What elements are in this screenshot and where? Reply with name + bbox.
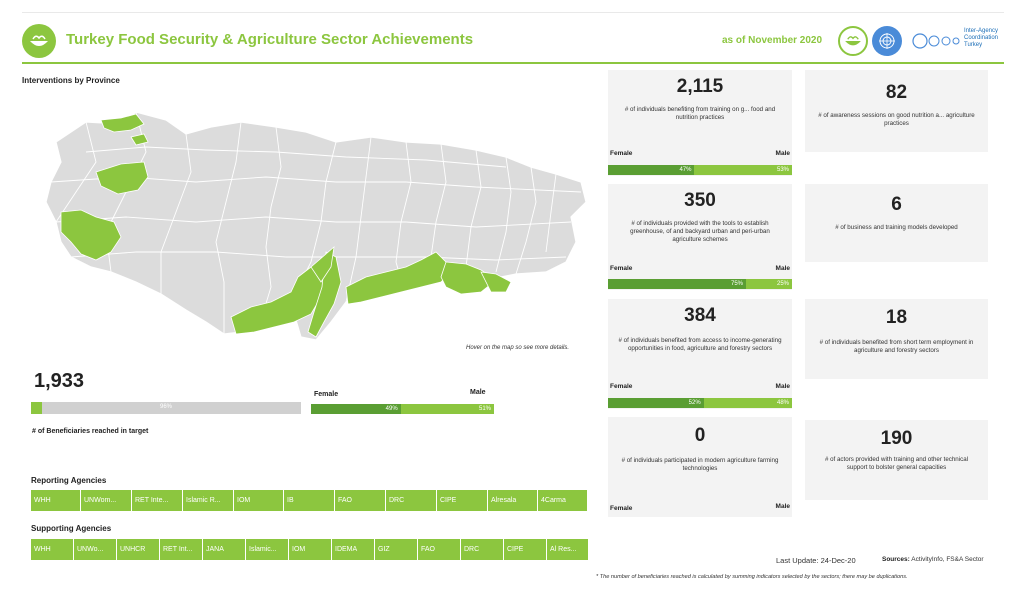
reporting-agency-chip[interactable]: FAO	[335, 490, 385, 511]
kpi-card-short-term-employment	[805, 299, 988, 379]
footnote: * The number of beneficiaries reached is calculated by summing indicators selected by the sectors; there may be duplications.	[596, 574, 908, 580]
supporting-agency-chip[interactable]: GIZ	[375, 539, 417, 560]
total-male-bar: 51%	[401, 404, 494, 414]
male-bar: 48%	[704, 398, 792, 408]
reporting-agency-chip[interactable]: CIPE	[437, 490, 487, 511]
kpi-card-awareness-sessions	[805, 70, 988, 152]
reporting-agency-chip[interactable]: WHH	[31, 490, 80, 511]
kpi-card-actors-trained	[805, 420, 988, 500]
sources	[882, 556, 984, 563]
male-label: Male	[775, 383, 790, 390]
reporting-agency-chip[interactable]: 4Carma	[538, 490, 587, 511]
fsa-sector-logo-icon	[838, 26, 868, 56]
kpi-card-tools-greenhouse	[608, 184, 792, 290]
supporting-agencies-label: Supporting Agencies	[31, 524, 112, 533]
male-label: Male	[775, 150, 790, 157]
turkey-province-map[interactable]	[26, 82, 616, 350]
reporting-agency-chip[interactable]: IB	[284, 490, 334, 511]
kpi-card-business-models	[805, 184, 988, 262]
supporting-agency-chip[interactable]: FAO	[418, 539, 460, 560]
male-bar: 53%	[694, 165, 792, 175]
kpi-description: # of actors provided with training and other technical support to bolster general capacities	[824, 456, 969, 471]
reporting-agency-chip[interactable]: RET Inte...	[132, 490, 182, 511]
kpi-description: # of individuals benefiting from training on g... food and nutrition practices	[624, 106, 776, 121]
last-update: Last Update: 24-Dec-20	[776, 556, 856, 565]
supporting-agency-chip[interactable]: UNWo...	[74, 539, 116, 560]
female-bar: 52%	[608, 398, 704, 408]
supporting-agencies-row	[31, 539, 589, 560]
kpi-card-training-nutrition	[608, 70, 792, 176]
supporting-agency-chip[interactable]: WHH	[31, 539, 73, 560]
beneficiaries-caption: # of Beneficiaries reached in target	[32, 428, 149, 435]
reporting-agencies-label: Reporting Agencies	[31, 476, 107, 485]
female-label: Female	[610, 265, 633, 272]
iasc-logo-text: Inter-Agency Coordination Turkey	[964, 28, 999, 48]
kpi-card-modern-farming	[608, 417, 792, 517]
kpi-card-income-generating	[608, 299, 792, 409]
supporting-agency-chip[interactable]: CIPE	[504, 539, 546, 560]
gender-split-bar	[608, 398, 792, 408]
reporting-agency-chip[interactable]: Islamic R...	[183, 490, 233, 511]
supporting-agency-chip[interactable]: JANA	[203, 539, 245, 560]
kpi-value: 384	[684, 305, 716, 326]
food-bowl-logo-icon	[22, 24, 56, 58]
sources-label: Sources:	[882, 556, 910, 563]
male-bar: 25%	[746, 279, 792, 289]
total-gender-split-bar	[311, 404, 494, 414]
supporting-agency-chip[interactable]: IDEMA	[332, 539, 374, 560]
supporting-agency-chip[interactable]: UNHCR	[117, 539, 159, 560]
supporting-agency-chip[interactable]: Al Res...	[547, 539, 588, 560]
kpi-value: 18	[885, 307, 908, 328]
reporting-agency-chip[interactable]: UNWom...	[81, 490, 131, 511]
gender-split-bar	[608, 279, 792, 289]
kpi-value: 6	[891, 194, 902, 215]
supporting-agency-chip[interactable]: DRC	[461, 539, 503, 560]
female-label: Female	[610, 150, 633, 157]
kpi-value: 350	[684, 190, 716, 211]
kpi-description: # of individuals benefited from short term employment in agriculture and forestry sectors	[819, 339, 974, 354]
ocha-logo-icon	[910, 28, 962, 54]
kpi-description: # of awareness sessions on good nutrition a... agriculture practices	[818, 112, 975, 127]
kpi-description: # of individuals benefited from access to income-generating opportunities in food, agriculture and forestry sectors	[618, 337, 782, 352]
kpi-description: # of individuals provided with the tools to establish greenhouse, of and backyard urban and peri-urban agriculture schemes	[630, 220, 770, 243]
as-of-date: as of November 2020	[722, 35, 823, 46]
total-male-label: Male	[470, 389, 486, 396]
total-female-label: Female	[314, 391, 339, 398]
male-label: Male	[775, 265, 790, 272]
kpi-description: # of individuals participated in modern agriculture farming technologies	[621, 457, 779, 472]
in-target-progress-label: 96%	[159, 404, 172, 410]
kpi-value: 190	[880, 428, 913, 449]
female-bar: 47%	[608, 165, 694, 175]
reporting-agency-chip[interactable]: Alresala	[488, 490, 537, 511]
top-divider	[22, 12, 1004, 13]
reporting-agency-chip[interactable]: DRC	[386, 490, 436, 511]
total-beneficiaries: 1,933	[34, 370, 85, 392]
kpi-value: 0	[694, 425, 706, 446]
female-label: Female	[610, 383, 633, 390]
kpi-value: 82	[885, 82, 908, 103]
un-emblem-icon	[872, 26, 902, 56]
supporting-agency-chip[interactable]: IOM	[289, 539, 331, 560]
male-label: Male	[775, 503, 790, 510]
in-target-progress-bar	[31, 402, 301, 414]
map-section-label: Interventions by Province	[22, 76, 120, 85]
reporting-agencies-row	[31, 490, 588, 511]
map-hover-note: Hover on the map so see more details.	[466, 345, 570, 351]
gender-split-bar	[608, 165, 792, 175]
female-bar: 75%	[608, 279, 746, 289]
supporting-agency-chip[interactable]: Islamic...	[246, 539, 288, 560]
kpi-value: 2,115	[676, 76, 724, 97]
kpi-description: # of business and training models developed	[835, 224, 958, 231]
page-title: Turkey Food Security & Agriculture Sector Achievements	[66, 31, 474, 48]
total-female-bar: 49%	[311, 404, 401, 414]
supporting-agency-chip[interactable]: RET Int...	[160, 539, 202, 560]
reporting-agency-chip[interactable]: IOM	[234, 490, 283, 511]
sources-value: ActivityInfo, FS&A Sector	[911, 556, 984, 563]
female-label: Female	[610, 505, 633, 512]
header	[22, 22, 1004, 64]
